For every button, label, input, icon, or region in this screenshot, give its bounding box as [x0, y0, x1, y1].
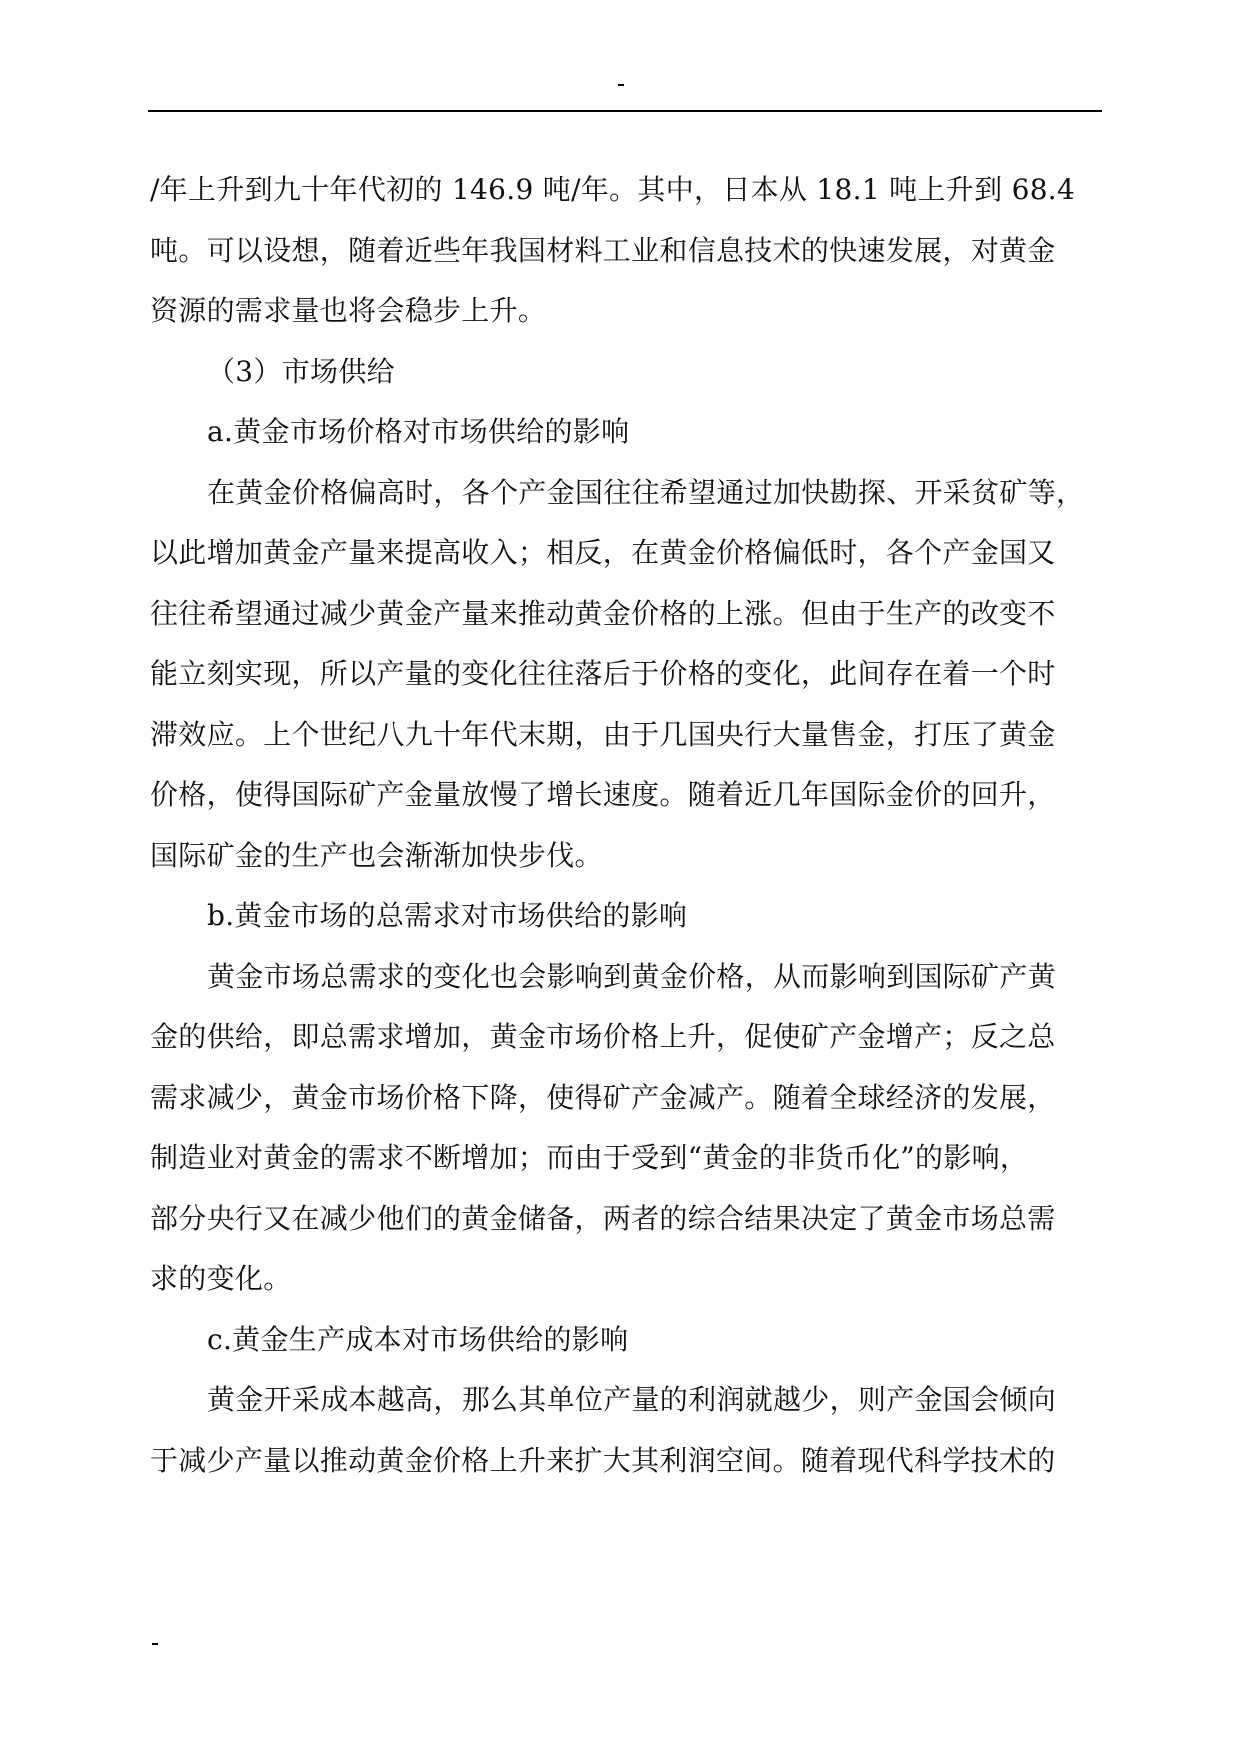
- text-line: 制造业对黄金的需求不断增加；而由于受到“黄金的非货币化”的影响，: [150, 1141, 1029, 1174]
- text-line: （3）市场供给: [207, 354, 395, 388]
- text-line: 往往希望通过减少黄金产量来推动黄金价格的上涨。但由于生产的改变不: [150, 596, 1056, 630]
- text-line: 吨。可以设想，随着近些年我国材料工业和信息技术的快速发展，对黄金: [150, 233, 1056, 267]
- text-line: 国际矿金的生产也会渐渐加快步伐。: [150, 838, 603, 872]
- text-line: 在黄金价格偏高时，各个产金国往往希望通过加快勘探、开采贫矿等，: [207, 475, 1085, 509]
- text-line: 价格，使得国际矿产金量放慢了增长速度。随着近几年国际金价的回升，: [150, 778, 1056, 811]
- text-line: 求的变化。: [150, 1262, 292, 1295]
- text-line: 金的供给，即总需求增加，黄金市场价格上升，促使矿产金增产；反之总: [150, 1020, 1056, 1053]
- text-line: 于减少产量以推动黄金价格上升来扩大其利润空间。随着现代科学技术的: [150, 1443, 1056, 1477]
- text-line: b.黄金市场的总需求对市场供给的影响: [207, 899, 688, 932]
- text-line: 能立刻实现，所以产量的变化往往落后于价格的变化，此间存在着一个时: [150, 657, 1056, 690]
- header-rule: [148, 110, 1102, 112]
- footer-marker: [152, 1643, 158, 1645]
- text-line: 以此增加黄金产量来提高收入；相反，在黄金价格偏低时，各个产金国又: [150, 536, 1056, 569]
- text-line: a.黄金市场价格对市场供给的影响: [207, 415, 630, 448]
- body-text: [150, 160, 1100, 1491]
- text-line: /年上升到九十年代初的 146.9 吨/年。其中，日本从 18.1 吨上升到 68.4: [150, 173, 1076, 206]
- text-line: 需求减少，黄金市场价格下降，使得矿产金减产。随着全球经济的发展，: [150, 1080, 1056, 1114]
- text-line: 资源的需求量也将会稳步上升。: [150, 294, 547, 327]
- header-marker: [618, 84, 624, 86]
- text-line: 滞效应。上个世纪八九十年代末期，由于几国央行大量售金，打压了黄金: [150, 717, 1056, 751]
- text-line: 黄金开采成本越高，那么其单位产量的利润就越少，则产金国会倾向: [207, 1383, 1057, 1416]
- text-line: 部分央行又在减少他们的黄金储备，两者的综合结果决定了黄金市场总需: [150, 1201, 1056, 1235]
- text-line: c.黄金生产成本对市场供给的影响: [207, 1322, 629, 1356]
- text-line: 黄金市场总需求的变化也会影响到黄金价格，从而影响到国际矿产黄: [207, 959, 1057, 993]
